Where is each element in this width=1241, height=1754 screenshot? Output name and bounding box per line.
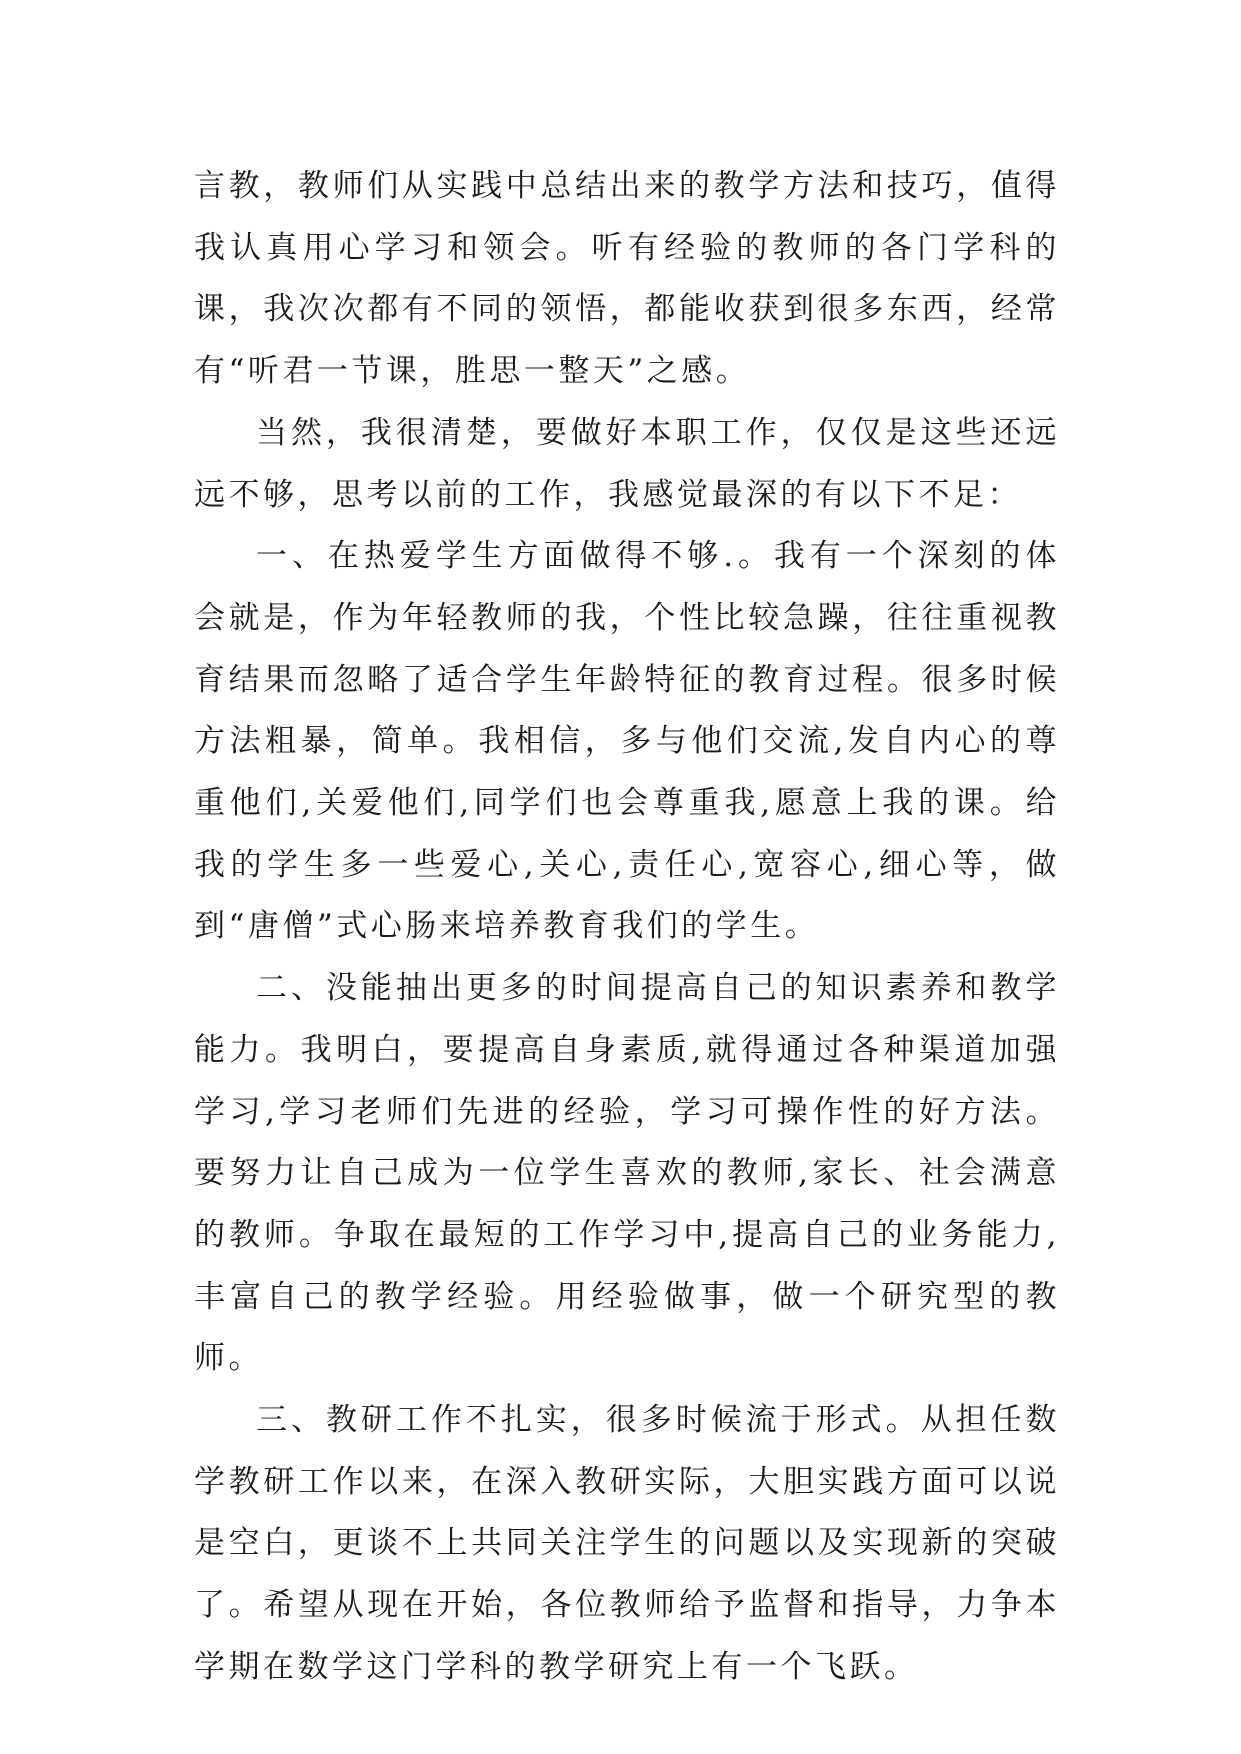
paragraph-shortcomings-intro: 当然，我很清楚，要做好本职工作，仅仅是这些还远远不够，思考以前的工作，我感觉最深的有以下不足： — [194, 414, 1060, 513]
paragraph-continued: 言教，教师们从实践中总结出来的教学方法和技巧，值得我认真用心学习和领会。听有经验的教师的各门学科的课，我次次都有不同的领悟，都能收获到很多东西，经常有“听君一节课，胜思一整天”之感。 — [194, 168, 1060, 390]
paragraph-point-two: 二、没能抽出更多的时间提高自己的知识素养和教学能力。我明白，要提高自身素质,就得通过各种渠道加强学习,学习老师们先进的经验，学习可操作性的好方法。要努力让自己成为一位学生喜欢的教师,家长、社会满意的教师。争取在最短的工作学习中,提高自己的业务能力,丰富自己的教学经验。用经验做事，做一个研究型的教师。 — [194, 970, 1060, 1377]
paragraph-point-three: 三、教研工作不扎实，很多时候流于形式。从担任数学教研工作以来，在深入教研实际，大胆实践方面可以说是空白，更谈不上共同关注学生的问题以及实现新的突破了。希望从现在开始，各位教师给予监督和指导，力争本学期在数学这门学科的教学研究上有一个飞跃。 — [194, 1402, 1060, 1685]
document-body — [194, 156, 1060, 1699]
paragraph-point-one: 一、在热爱学生方面做得不够.。我有一个深刻的体会就是，作为年轻教师的我，个性比较急躁，往往重视教育结果而忽略了适合学生年龄特征的教育过程。很多时候方法粗暴，简单。我相信，多与他们交流,发自内心的尊重他们,关爱他们,同学们也会尊重我,愿意上我的课。给我的学生多一些爱心,关心,责任心,宽容心,细心等，做到“唐僧”式心肠来培养教育我们的学生。 — [194, 538, 1060, 945]
